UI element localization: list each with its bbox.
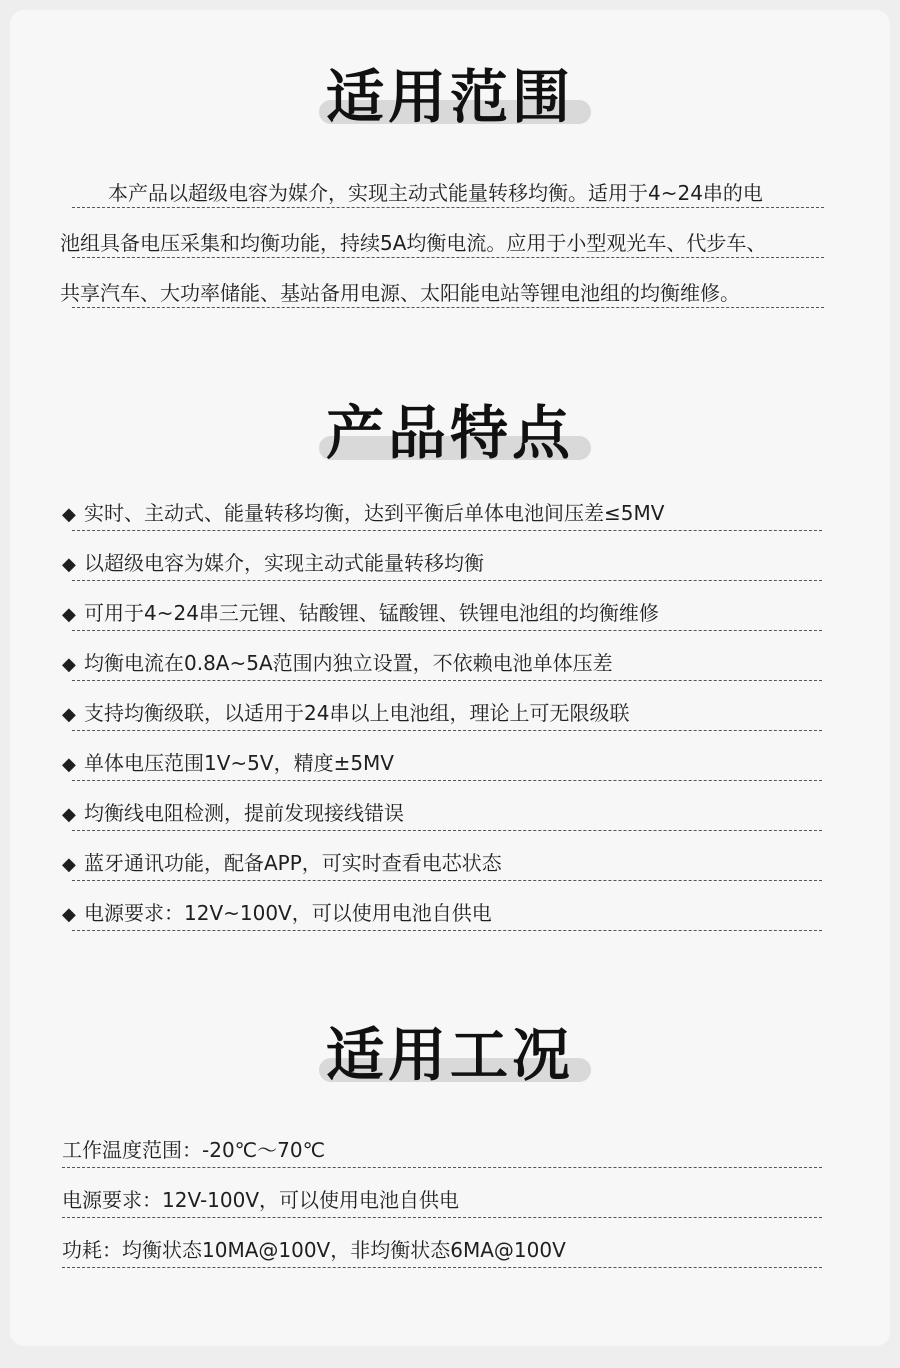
dashed-underline (72, 207, 824, 208)
scope-line: 池组具备电压采集和均衡功能，持续5A均衡电流。应用于小型观光车、代步车、 (60, 231, 767, 255)
feature-text: 均衡电流在0.8A~5A范围内独立设置，不依赖电池单体压差 (84, 651, 613, 675)
condition-item (62, 1183, 822, 1233)
diamond-bullet-icon: ◆ (62, 804, 76, 825)
feature-text: 蓝牙通讯功能，配备APP，可实时查看电芯状态 (84, 851, 502, 875)
dashed-underline (72, 580, 822, 581)
feature-text: 以超级电容为媒介，实现主动式能量转移均衡 (84, 551, 484, 575)
dashed-underline (72, 530, 822, 531)
feature-text: 支持均衡级联，以适用于24串以上电池组，理论上可无限级联 (84, 701, 630, 725)
scope-line: 本产品以超级电容为媒介，实现主动式能量转移均衡。适用于4~24串的电 (108, 181, 763, 205)
dashed-underline (72, 630, 822, 631)
scope-line: 共享汽车、大功率储能、基站备用电源、太阳能电站等锂电池组的均衡维修。 (60, 281, 740, 305)
feature-text: 实时、主动式、能量转移均衡，达到平衡后单体电池间压差≤5MV (84, 501, 665, 525)
section-title-scope (0, 62, 900, 142)
dashed-underline (72, 880, 822, 881)
dashed-underline (72, 257, 824, 258)
feature-item (62, 746, 822, 796)
feature-item (62, 646, 822, 696)
condition-text: 功耗：均衡状态10MA@100V，非均衡状态6MA@100V (62, 1238, 566, 1262)
dashed-underline (72, 307, 824, 308)
feature-item (62, 546, 822, 596)
dashed-underline (62, 1267, 822, 1268)
dashed-underline (72, 780, 822, 781)
dashed-underline (62, 1217, 822, 1218)
diamond-bullet-icon: ◆ (62, 504, 76, 525)
dashed-underline (72, 680, 822, 681)
feature-text: 单体电压范围1V~5V，精度±5MV (84, 751, 394, 775)
feature-item (62, 696, 822, 746)
dashed-underline (72, 930, 822, 931)
condition-item (62, 1133, 822, 1183)
diamond-bullet-icon: ◆ (62, 604, 76, 625)
feature-item (62, 796, 822, 846)
diamond-bullet-icon: ◆ (62, 654, 76, 675)
feature-item (62, 596, 822, 646)
section-heading: 适用范围 (325, 63, 574, 131)
scope-paragraph (60, 168, 870, 318)
condition-item (62, 1233, 822, 1283)
dashed-underline (72, 730, 822, 731)
diamond-bullet-icon: ◆ (62, 754, 76, 775)
diamond-bullet-icon: ◆ (62, 854, 76, 875)
diamond-bullet-icon: ◆ (62, 704, 76, 725)
feature-item (62, 896, 822, 946)
section-heading: 产品特点 (325, 399, 574, 467)
diamond-bullet-icon: ◆ (62, 554, 76, 575)
condition-text: 工作温度范围：-20℃～70℃ (62, 1138, 326, 1162)
dashed-underline (72, 830, 822, 831)
feature-item (62, 846, 822, 896)
section-heading: 适用工况 (325, 1021, 574, 1089)
feature-text: 电源要求：12V~100V，可以使用电池自供电 (84, 901, 492, 925)
diamond-bullet-icon: ◆ (62, 904, 76, 925)
section-title-features (0, 398, 900, 478)
section-title-conditions (0, 1020, 900, 1100)
dashed-underline (62, 1167, 822, 1168)
feature-text: 可用于4~24串三元锂、钴酸锂、锰酸锂、铁锂电池组的均衡维修 (84, 601, 659, 625)
feature-item (62, 496, 822, 546)
condition-text: 电源要求：12V-100V，可以使用电池自供电 (62, 1188, 460, 1212)
feature-text: 均衡线电阻检测，提前发现接线错误 (84, 801, 404, 825)
